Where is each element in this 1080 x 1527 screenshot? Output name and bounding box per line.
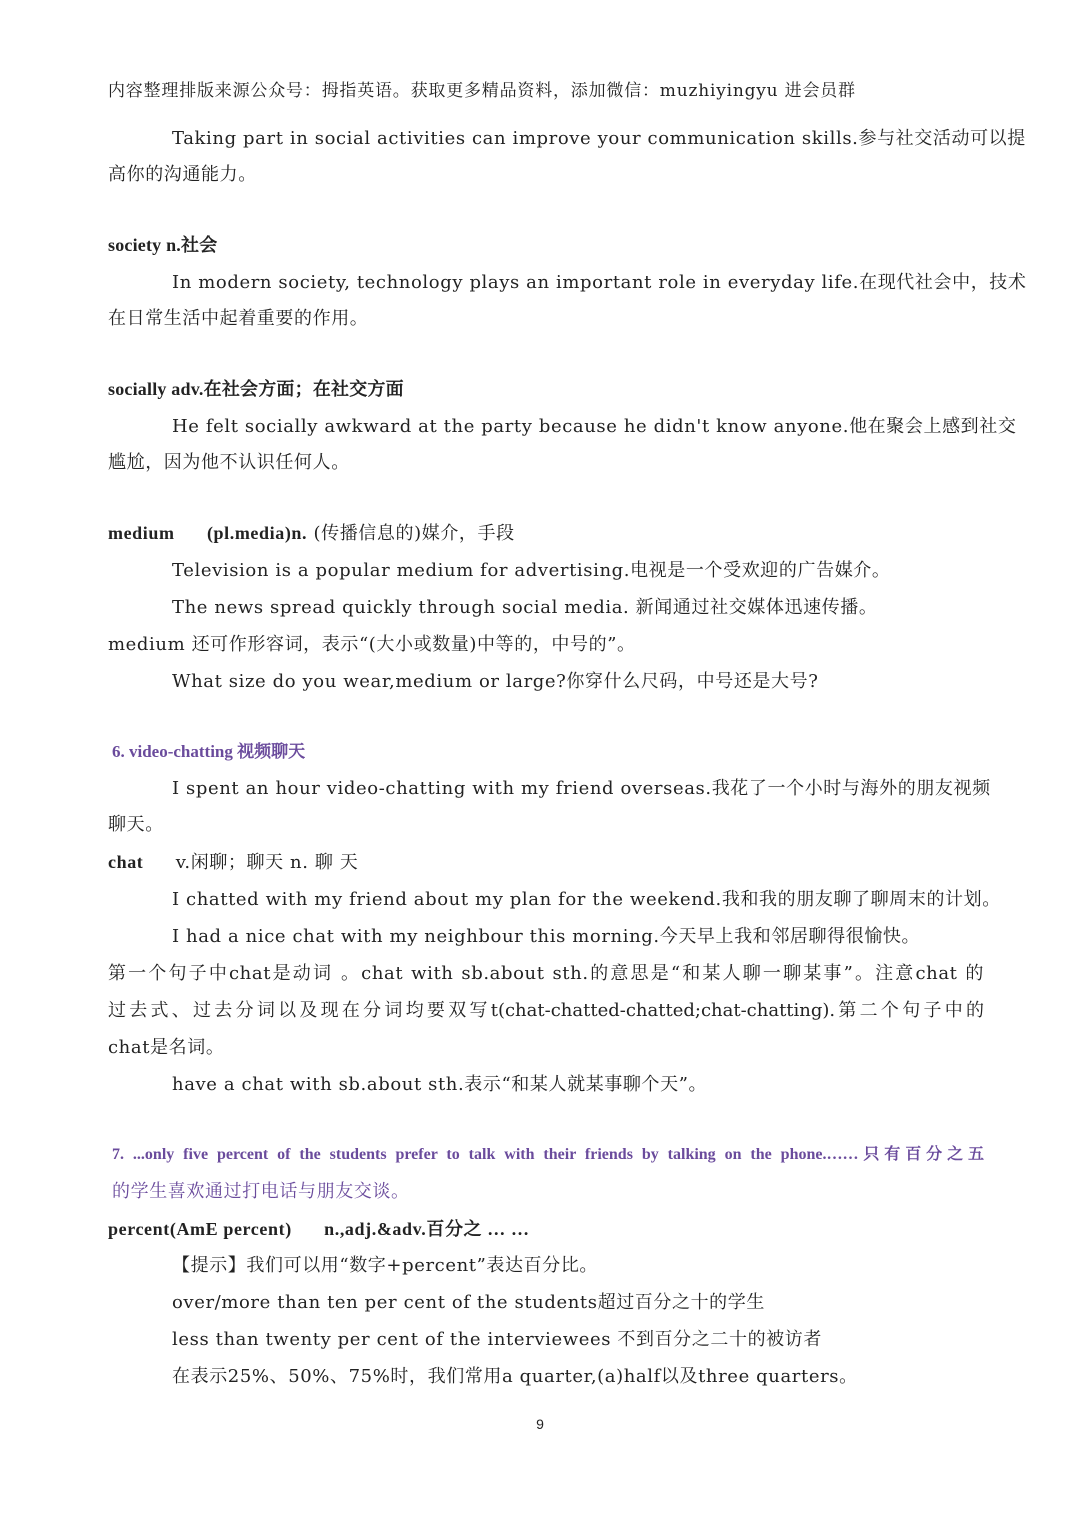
page-number: 9 [536, 1416, 544, 1432]
headword: medium [108, 523, 175, 543]
example-sentence: The news spread quickly through social media. 新闻通过社交媒体迅速传播。 [172, 597, 878, 618]
note-line: chat是名词。 [108, 1037, 225, 1058]
example-sentence: In modern society, technology plays an important role in everyday life.在现代社会中，技术 [172, 272, 1027, 293]
example-sentence: Television is a popular medium for advertising.电视是一个受欢迎的广告媒介。 [172, 560, 891, 581]
part-of-speech-noun: n. 聊 天 [290, 852, 359, 873]
example-sentence: I had a nice chat with my neighbour this morning.今天早上我和邻居聊得很愉快。 [172, 926, 921, 947]
headword: chat [108, 852, 144, 872]
vocab-heading-medium [108, 520, 984, 547]
vocab-heading-socially: socially adv.在社会方面；在社交方面 [108, 379, 404, 399]
page-header: 内容整理排版来源公众号：拇指英语。获取更多精品资料，添加微信：muzhiyingyu 进会员群 [108, 81, 856, 101]
vocab-heading-percent [108, 1216, 984, 1243]
example-sentence: I chatted with my friend about my plan for the weekend.我和我的朋友聊了聊周末的计划。 [172, 889, 1001, 910]
tip-line: 【提示】我们可以用“数字+percent”表达百分比。 [172, 1255, 599, 1276]
note-line: 过去式、过去分词以及现在分词均要双写t(chat-chatted-chatted;chat-chatting).第二个句子中的 [108, 1000, 984, 1021]
vocab-heading-chat [108, 849, 984, 876]
example-sentence: Taking part in social activities can improve your communication skills.参与社交活动可以提 [172, 128, 1026, 149]
example-phrase: over/more than ten per cent of the students超过百分之十的学生 [172, 1292, 765, 1313]
example-translation: 尴尬，因为他不认识任何人。 [108, 452, 350, 473]
example-phrase: less than twenty per cent of the interviewees 不到百分之二十的被访者 [172, 1329, 822, 1350]
example-sentence: What size do you wear,medium or large?你穿什么尺码，中号还是大号? [172, 671, 819, 692]
example-sentence: He felt socially awkward at the party because he didn't know anyone.他在聚会上感到社交 [172, 416, 1017, 437]
part-of-speech-verb: v.闲聊；聊天 [175, 852, 284, 873]
example-translation: 高你的沟通能力。 [108, 164, 257, 185]
note-line: 在表示25%、50%、75%时，我们常用a quarter,(a)half以及three quarters。 [172, 1366, 858, 1387]
part-of-speech: n.,adj.&adv.百分之 … … [324, 1219, 530, 1239]
example-translation: 聊天。 [108, 814, 164, 835]
example-sentence: have a chat with sb.about sth.表示“和某人就某事聊个天”。 [172, 1074, 708, 1095]
part-of-speech: (pl.media)n. [206, 523, 308, 543]
section-heading-6: 6. video-chatting 视频聊天 [112, 742, 306, 761]
note-line: medium 还可作形容词，表示“(大小或数量)中等的，中号的”。 [108, 634, 636, 655]
example-translation: 在日常生活中起着重要的作用。 [108, 308, 369, 329]
section-heading-7: 7. ...only five percent of the students prefer to talk with their friends by talking on the phone.……只有百分之五 [112, 1146, 984, 1163]
note-line: 第一个句子中chat是动词 。chat with sb.about sth.的意思是“和某人聊一聊某事”。注意chat 的 [108, 963, 984, 984]
section-heading-7-cont: 的学生喜欢通过打电话与朋友交谈。 [112, 1181, 410, 1202]
meaning: (传播信息的)媒介，手段 [313, 523, 515, 544]
example-sentence: I spent an hour video-chatting with my friend overseas.我花了一个小时与海外的朋友视频 [172, 778, 991, 799]
vocab-heading-society: society n.社会 [108, 235, 218, 255]
headword: percent(AmE percent) [108, 1219, 292, 1239]
